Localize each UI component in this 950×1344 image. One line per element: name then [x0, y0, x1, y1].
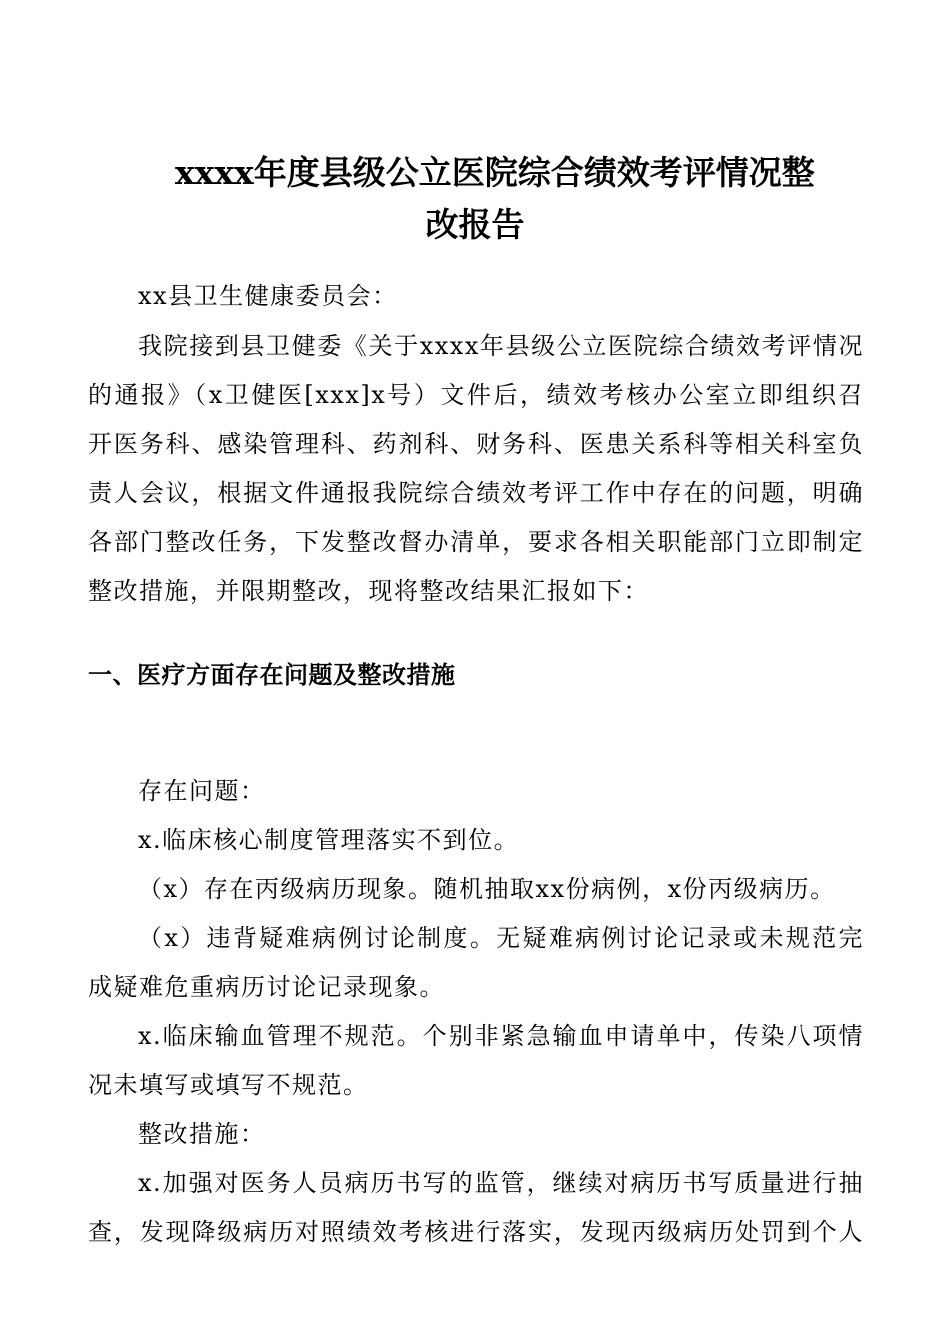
intro-line: 责人会议，根据文件通报我院综合绩效考评工作中存在的问题，明确 [88, 479, 864, 507]
measure-1-line: 查，发现降级病历对照绩效考核进行落实，发现丙级病历处罚到个人 [88, 1218, 864, 1246]
problems-label: 存在问题： [138, 777, 266, 805]
intro-line: 开医务科、感染管理科、药剂科、财务科、医患关系科等相关科室负 [88, 430, 864, 458]
problem-1-sub-2-line: （x）违背疑难病例讨论制度。无疑难病例讨论记录或未规范完 [138, 924, 864, 952]
problem-2-line: 况未填写或填写不规范。 [88, 1071, 369, 1099]
intro-paragraph [88, 322, 864, 616]
measure-1-line: x.加强对医务人员病历书写的监管，继续对病历书写质量进行抽 [138, 1169, 864, 1197]
intro-line: 的通报》（x卫健医[xxx]x号）文件后，绩效考核办公室立即组织召 [88, 381, 864, 409]
problems-section [88, 767, 864, 1257]
measures-label: 整改措施： [138, 1120, 266, 1148]
intro-line: 我院接到县卫健委《关于xxxx年县级公立医院综合绩效考评情况 [138, 332, 864, 360]
section1-heading: 一、医疗方面存在问题及整改措施 [88, 661, 456, 689]
salutation-text: xx县卫生健康委员会： [138, 282, 398, 310]
problem-1-sub-1: （x）存在丙级病历现象。随机抽取xx份病例，x份丙级病历。 [138, 875, 836, 903]
intro-line: 各部门整改任务，下发整改督办清单，要求各相关职能部门立即制定 [88, 528, 864, 556]
document-title-line1: xxxx年度县级公立医院综合绩效考评情况整 [175, 153, 815, 192]
problem-2-line: x.临床输血管理不规范。个别非紧急输血申请单中，传染八项情 [138, 1022, 864, 1050]
problem-1-sub-2-line: 成疑难危重病历讨论记录现象。 [88, 973, 445, 1001]
intro-line: 整改措施，并限期整改，现将整改结果汇报如下： [88, 577, 649, 605]
document-title-line2: 改报告 [425, 205, 525, 244]
salutation [88, 272, 864, 321]
problem-1: x.临床核心制度管理落实不到位。 [138, 826, 520, 854]
